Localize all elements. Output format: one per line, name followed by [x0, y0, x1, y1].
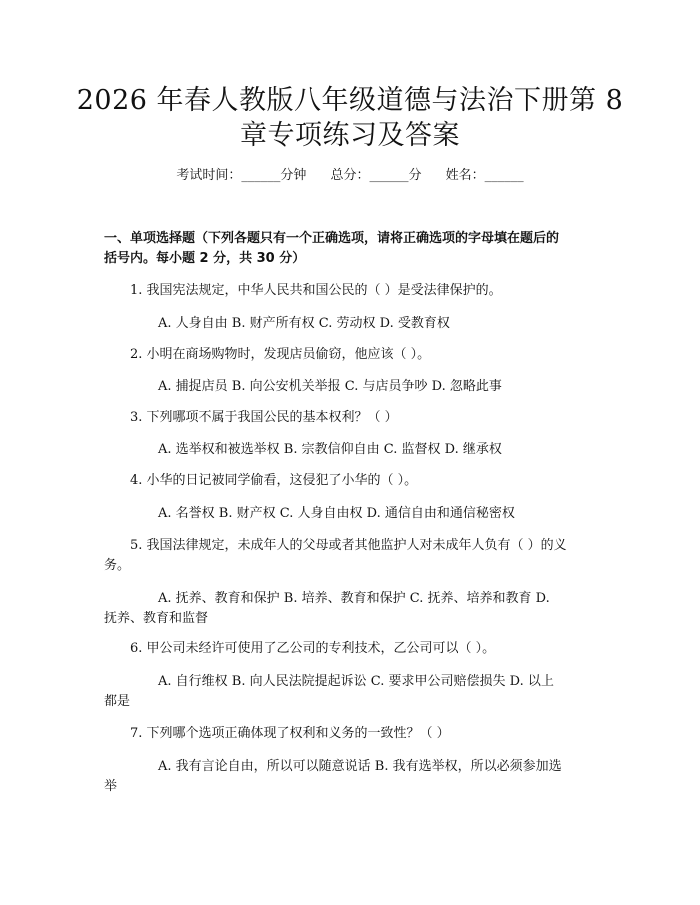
question-7-stem: 7. 下列哪个选项正确体现了权利和义务的一致性？（ ） [130, 726, 450, 741]
page-title-line-1: 2026 年春人教版八年级道德与法治下册第 8 [76, 85, 624, 116]
exam-meta [0, 166, 700, 186]
question-5-stem-cont: 务。 [104, 558, 131, 573]
question-7-options-cont: 举 [104, 779, 118, 794]
question-1-stem: 1. 我国宪法规定，中华人民共和国公民的（ ）是受法律保护的。 [130, 283, 502, 298]
question-3-stem: 3. 下列哪项不属于我国公民的基本权利？（ ） [130, 410, 398, 425]
question-4-stem: 4. 小华的日记被同学偷看，这侵犯了小华的（ ）。 [130, 473, 418, 488]
page-title-line-2: 章专项练习及答案 [240, 120, 460, 151]
question-7-options: A. 我有言论自由，所以可以随意说话 B. 我有选举权，所以必须参加选 [158, 759, 562, 774]
question-5-stem: 5. 我国法律规定，未成年人的父母或者其他监护人对未成年人负有（ ）的义 [130, 538, 567, 553]
question-2-stem: 2. 小明在商场购物时，发现店员偷窃，他应该（ ）。 [130, 347, 431, 362]
total-score-field: 总分：______分 [330, 168, 422, 183]
question-4-options: A. 名誉权 B. 财产权 C. 人身自由权 D. 通信自由和通信秘密权 [158, 506, 515, 521]
question-5-options: A. 抚养、教育和保护 B. 培养、教育和保护 C. 抚养、培养和教育 D. [158, 591, 550, 606]
question-1-options: A. 人身自由 B. 财产所有权 C. 劳动权 D. 受教育权 [158, 316, 450, 331]
question-6-stem: 6. 甲公司未经许可使用了乙公司的专利技术，乙公司可以（ ）。 [130, 641, 496, 656]
question-5-options-cont: 抚养、教育和监督 [104, 611, 209, 626]
exam-time-field: 考试时间：______分钟 [176, 168, 307, 183]
section-heading-line-2: 括号内。每小题 2 分，共 30 分） [104, 251, 306, 266]
question-3-options: A. 选举权和被选举权 B. 宗教信仰自由 C. 监督权 D. 继承权 [158, 442, 502, 457]
question-6-options-cont: 都是 [104, 694, 131, 709]
question-6-options: A. 自行维权 B. 向人民法院提起诉讼 C. 要求甲公司赔偿损失 D. 以上 [158, 674, 554, 689]
section-heading-line-1: 一、单项选择题（下列各题只有一个正确选项，请将正确选项的字母填在题后的 [104, 231, 560, 246]
question-2-options: A. 捕捉店员 B. 向公安机关举报 C. 与店员争吵 D. 忽略此事 [158, 379, 502, 394]
student-name-field: 姓名：______ [445, 168, 524, 183]
